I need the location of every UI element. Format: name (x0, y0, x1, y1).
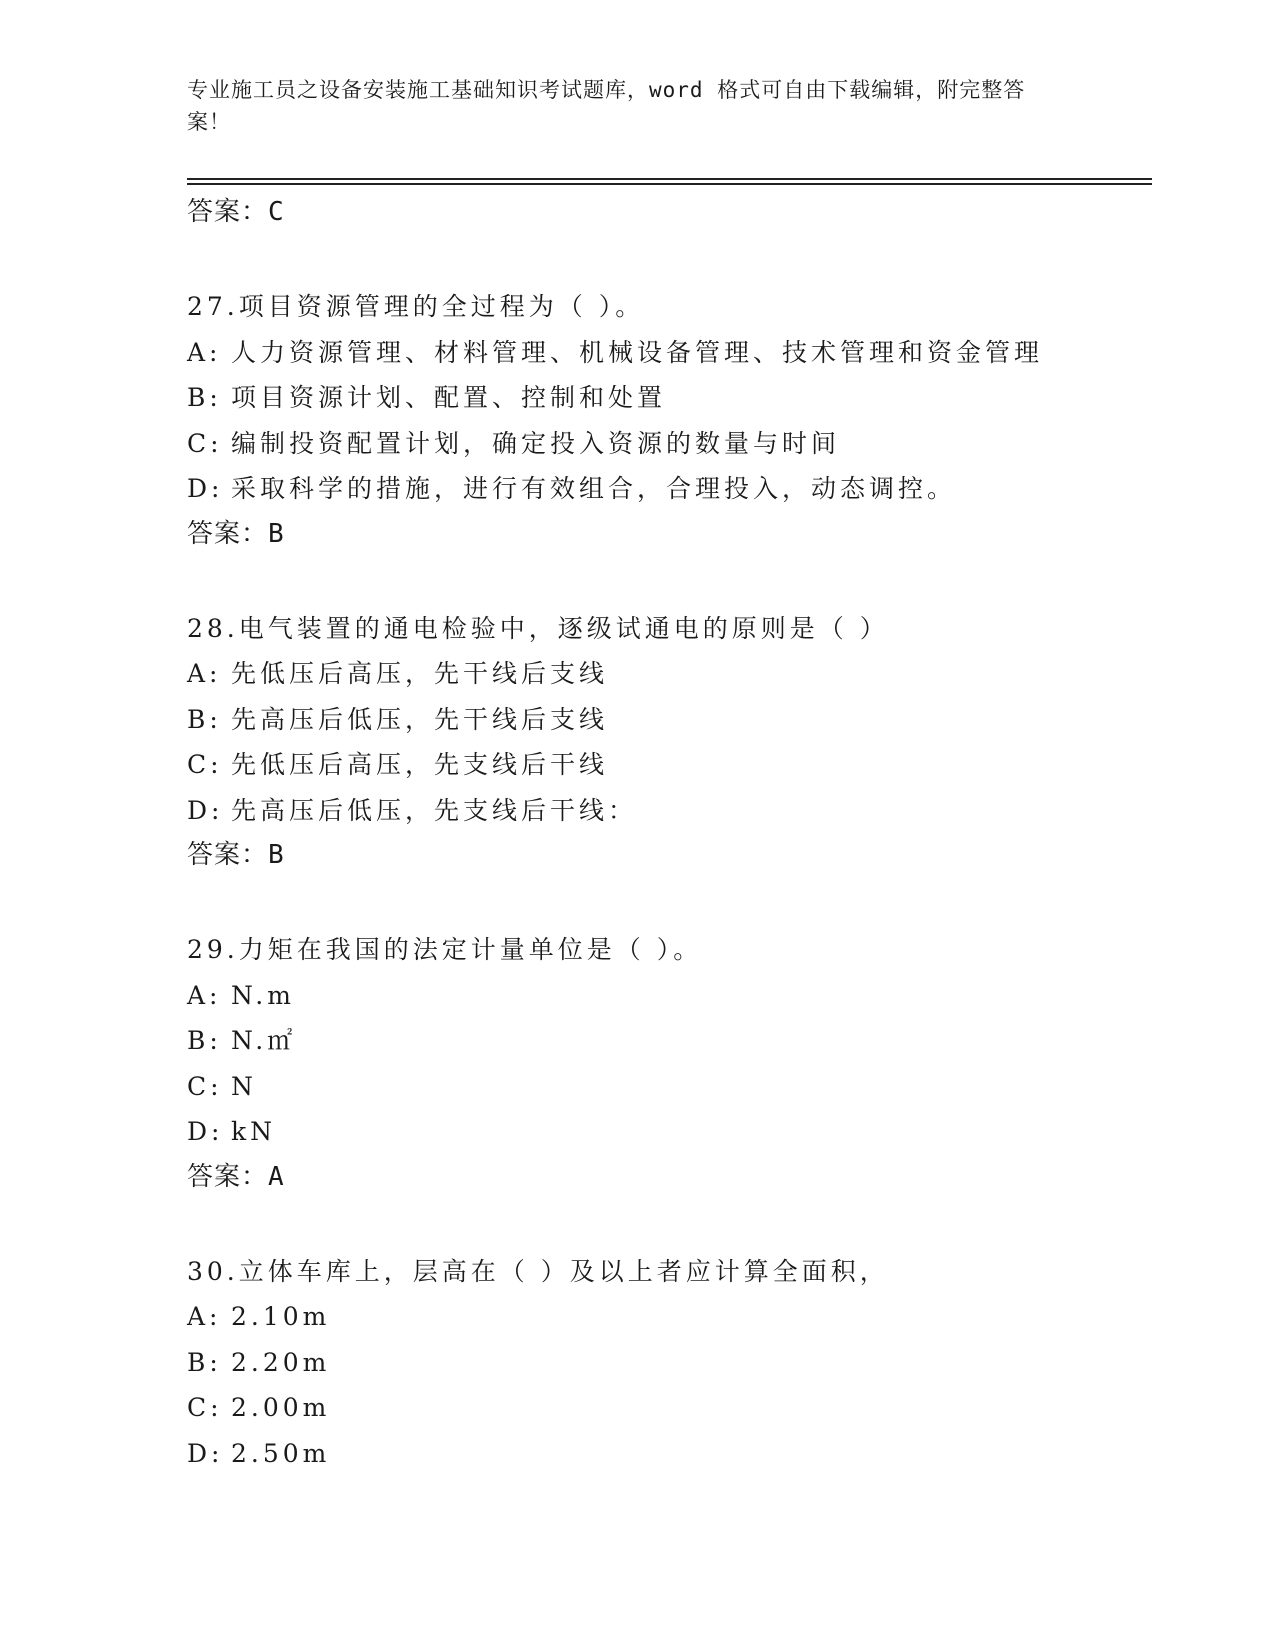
answer-value: B (268, 840, 285, 870)
option-letter: A: (187, 659, 222, 688)
answer-label: 答案： (187, 518, 269, 549)
question-text: 28.电气装置的通电检验中，逐级试通电的原则是（ ） (187, 613, 889, 643)
header-divider-bottom (187, 183, 1152, 185)
question-block (187, 1249, 1152, 1477)
option-row (187, 651, 1152, 697)
question-block (187, 927, 1152, 1199)
option-text: N.㎡ (231, 1026, 297, 1055)
option-row (187, 1385, 1152, 1431)
option-row (187, 742, 1152, 788)
option-text: 2.20m (231, 1347, 331, 1377)
question-block (187, 284, 1152, 556)
option-text: 采取科学的措施，进行有效组合，合理投入，动态调控。 (231, 474, 957, 503)
option-row (187, 1294, 1152, 1340)
answer-line (187, 190, 1152, 234)
option-letter: D: (187, 1438, 224, 1468)
answer-line (187, 512, 1152, 556)
question-text: 29.力矩在我国的法定计量单位是（ ）。 (187, 935, 703, 964)
answer-line (187, 1155, 1152, 1199)
option-row (187, 1018, 1152, 1064)
option-text: 先低压后高压，先支线后干线 (231, 750, 609, 779)
option-text: N.m (231, 980, 295, 1010)
option-letter: C: (187, 750, 223, 779)
option-text: 先高压后低压，先干线后支线 (231, 704, 609, 734)
option-row (187, 1109, 1152, 1155)
question-block (187, 606, 1152, 878)
option-letter: D: (187, 795, 224, 825)
option-letter: B: (187, 1026, 222, 1055)
answer-value: B (268, 518, 285, 549)
option-text: kN (231, 1117, 277, 1146)
answer-value: C (268, 197, 285, 227)
option-letter: C: (187, 428, 223, 458)
option-letter: A: (187, 337, 222, 367)
option-row (187, 1340, 1152, 1386)
option-row (187, 1064, 1152, 1110)
option-letter: B: (187, 383, 222, 412)
option-text: 2.00m (231, 1393, 331, 1422)
option-row (187, 697, 1152, 743)
option-letter: A: (187, 980, 222, 1010)
option-text: N (231, 1071, 257, 1101)
answer-label: 答案： (187, 197, 269, 227)
option-text: 2.10m (231, 1302, 331, 1331)
option-row (187, 421, 1152, 467)
header-divider-top (187, 178, 1152, 180)
option-text: 2.50m (231, 1438, 331, 1468)
answer-line (187, 833, 1152, 877)
option-row (187, 466, 1152, 512)
option-letter: D: (187, 1117, 224, 1146)
document-header: 专业施工员之设备安装施工基础知识考试题库，word 格式可自由下载编辑，附完整答案！ (187, 78, 1026, 134)
answer-value: A (268, 1161, 285, 1192)
option-row (187, 788, 1152, 834)
option-letter: C: (187, 1393, 223, 1422)
option-row (187, 973, 1152, 1019)
option-letter: D: (187, 474, 224, 503)
option-letter: A: (187, 1302, 222, 1331)
question-list (187, 190, 1152, 1476)
option-letter: B: (187, 704, 222, 734)
option-text: 项目资源计划、配置、控制和处置 (231, 383, 667, 412)
question-text: 30.立体车库上，层高在（ ）及以上者应计算全面积， (187, 1256, 889, 1286)
option-row (187, 1431, 1152, 1477)
question-text: 27.项目资源管理的全过程为（ ）。 (187, 292, 645, 321)
option-letter: B: (187, 1347, 222, 1377)
option-row (187, 375, 1152, 421)
option-row (187, 330, 1152, 376)
option-text: 编制投资配置计划，确定投入资源的数量与时间 (231, 428, 841, 458)
option-text: 先低压后高压，先干线后支线 (231, 659, 609, 688)
option-text: 先高压后低压，先支线后干线： (231, 795, 638, 825)
answer-label: 答案： (187, 840, 269, 870)
option-text: 人力资源管理、材料管理、机械设备管理、技术管理和资金管理 (231, 337, 1044, 367)
option-letter: C: (187, 1071, 223, 1101)
answer-label: 答案： (187, 1161, 269, 1192)
